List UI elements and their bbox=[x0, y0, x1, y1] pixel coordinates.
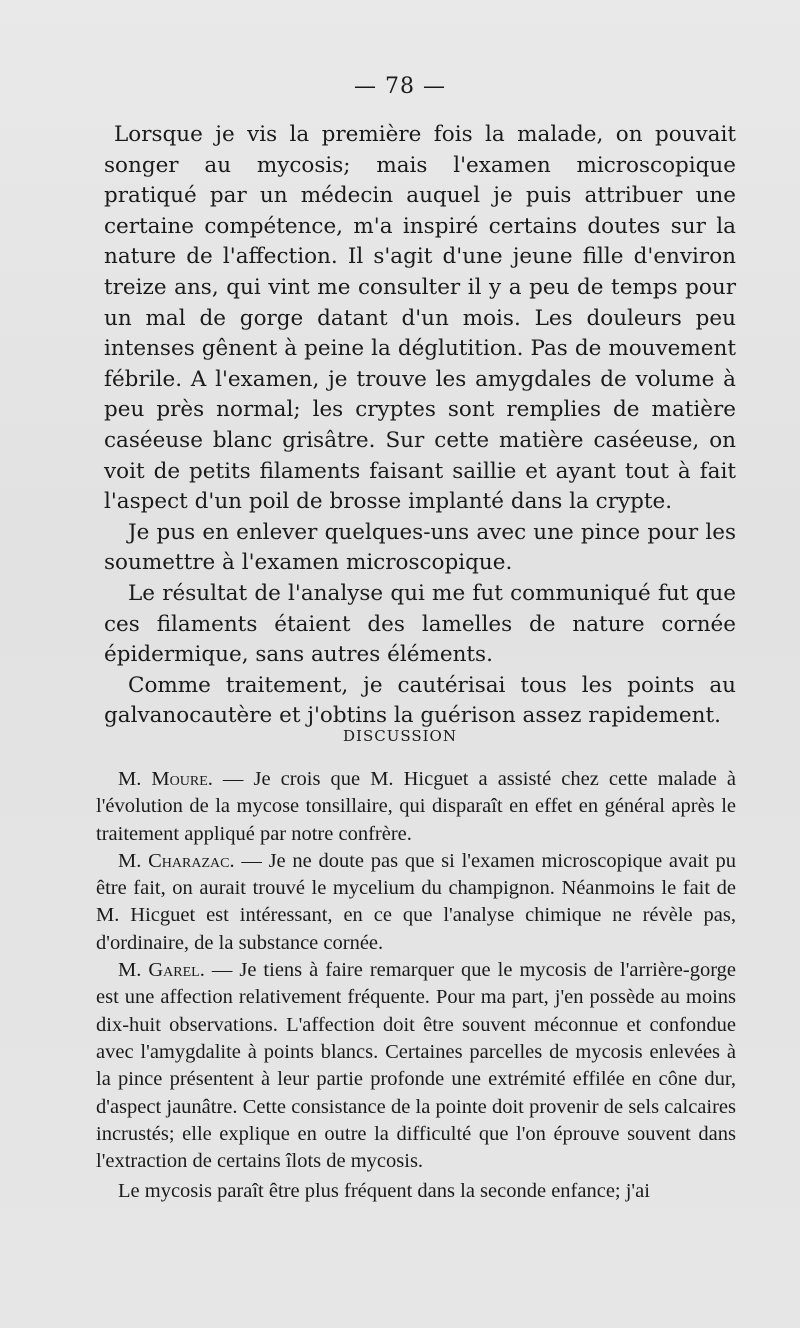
discussion-entry-moure bbox=[96, 766, 736, 848]
discussion-section bbox=[96, 766, 736, 1206]
page-number: — 78 — bbox=[354, 74, 446, 99]
report-paragraph-4: Comme traitement, je cautérisai tous les points au galvanocautère et j'obtins la guérison assez rapidement. bbox=[104, 672, 736, 729]
speaker-name: M. Garel. bbox=[118, 959, 205, 982]
report-paragraph-1: Lorsque je vis la première fois la malade, on pouvait songer au mycosis; mais l'examen microscopique pratiqué par un médecin auquel je puis attribuer une certaine compétence, m'a inspiré certains doutes sur la nature de l'affection. Il s'agit d'une jeune fille d'environ treize ans, qui vint me consulter il y a peu de temps pour un mal de gorge datant d'un mois. Les douleurs peu intenses gênent à peine la déglutition. Pas de mouvement fébrile. A l'examen, je trouve les amygdales de volume à peu près normal; les cryptes sont remplies de matière caséeuse blanc grisâtre. Sur cette matière caséeuse, on voit de petits filaments faisant saillie et ayant tout à fait l'aspect d'un poil de brosse implanté dans la crypte. bbox=[104, 122, 736, 515]
discussion-entry-garel bbox=[96, 957, 736, 1175]
speaker-remark: — Je crois que M. Hicguet a assisté chez cette malade à l'évolution de la mycose tonsillaire, qui disparaît en effet en général après le traitement appliqué par notre confrère. bbox=[96, 768, 736, 845]
speaker-remark: — Je tiens à faire remarquer que le mycosis de l'arrière-gorge est une affection relativement fréquente. Pour ma part, j'en possède au moins dix-huit observations. L'affection doit être souvent méconnue et confondue avec l'amygdalite à points blancs. Certaines parcelles de mycosis enlevées à la pince présentent à leur partie profonde une extrémité effilée en cône dur, d'aspect jaunâtre. Cette consistance de la pointe doit provenir de sels calcaires incrustés; elle explique en outre la difficulté que l'on éprouve souvent dans l'extraction de certains îlots de mycosis. bbox=[96, 959, 736, 1173]
case-report bbox=[104, 120, 736, 732]
report-paragraph-3: Le résultat de l'analyse qui me fut communiqué fut que ces filaments étaient des lamelles de nature cornée épidermique, sans autres éléments. bbox=[104, 580, 736, 668]
speaker-remark: — Je ne doute pas que si l'examen microscopique avait pu être fait, on aurait trouvé le mycelium du champignon. Néanmoins le fait de M. Hicguet est intéressant, en ce que l'analyse chimique ne révèle pas, d'ordinaire, de la substance cornée. bbox=[96, 849, 736, 954]
speaker-name: M. Moure. bbox=[118, 768, 213, 790]
speaker-name: M. Charazac. bbox=[118, 849, 235, 872]
discussion-entry-charazac bbox=[96, 848, 736, 957]
discussion-heading: DISCUSSION bbox=[343, 727, 457, 745]
report-paragraph-2: Je pus en enlever quelques-uns avec une pince pour les soumettre à l'examen microscopique. bbox=[104, 519, 736, 576]
continuation-line: Le mycosis paraît être plus fréquent dans la seconde enfance; j'ai bbox=[118, 1180, 650, 1203]
